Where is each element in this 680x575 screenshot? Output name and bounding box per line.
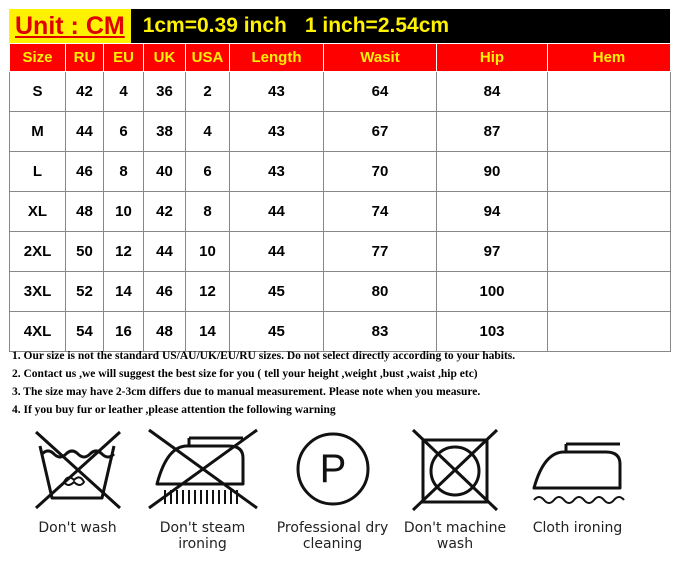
- column-header: Hip: [437, 44, 548, 72]
- table-cell: 45: [230, 312, 324, 352]
- table-cell: 100: [437, 272, 548, 312]
- table-cell: 8: [104, 152, 144, 192]
- table-cell: 83: [324, 312, 437, 352]
- column-header: UK: [144, 44, 186, 72]
- table-cell: 4: [104, 72, 144, 112]
- conversion-inch-to-cm: 1 inch=2.54cm: [304, 14, 450, 37]
- table-cell: 12: [104, 232, 144, 272]
- column-header: RU: [66, 44, 104, 72]
- no-steam-ironing-icon: [143, 424, 263, 514]
- table-cell: 43: [230, 152, 324, 192]
- dry-cleaning-glyph: P: [319, 447, 346, 491]
- table-cell: 80: [324, 272, 437, 312]
- table-row: [10, 192, 671, 232]
- table-cell: 3XL: [10, 272, 66, 312]
- no-machine-wash-icon: [407, 424, 503, 514]
- table-cell: 48: [144, 312, 186, 352]
- table-cell: 38: [144, 112, 186, 152]
- care-item-professional-dry-cleaning: [270, 424, 395, 552]
- title-bar: [9, 9, 670, 43]
- table-cell: 42: [66, 72, 104, 112]
- table-cell: 97: [437, 232, 548, 272]
- table-cell: 16: [104, 312, 144, 352]
- table-row: [10, 272, 671, 312]
- table-cell: 36: [144, 72, 186, 112]
- table-row: [10, 152, 671, 192]
- table-cell: 54: [66, 312, 104, 352]
- care-item-no-steam-ironing: [135, 424, 270, 552]
- size-notes: [12, 347, 515, 419]
- table-cell: 44: [144, 232, 186, 272]
- table-cell: 64: [324, 72, 437, 112]
- table-cell: 14: [186, 312, 230, 352]
- table-cell: 12: [186, 272, 230, 312]
- table-cell: [548, 112, 671, 152]
- table-cell: 2XL: [10, 232, 66, 272]
- table-cell: 8: [186, 192, 230, 232]
- care-label: cleaning: [302, 536, 363, 552]
- cloth-ironing-icon: [522, 424, 634, 514]
- care-label: wash: [436, 536, 474, 552]
- care-label: Don't machine: [403, 520, 507, 536]
- table-cell: [548, 152, 671, 192]
- table-cell: 90: [437, 152, 548, 192]
- table-cell: [548, 72, 671, 112]
- table-header-row: [10, 44, 671, 72]
- column-header: Hem: [548, 44, 671, 72]
- table-cell: 74: [324, 192, 437, 232]
- table-cell: 44: [230, 232, 324, 272]
- table-cell: 103: [437, 312, 548, 352]
- table-cell: [548, 232, 671, 272]
- table-cell: 14: [104, 272, 144, 312]
- table-row: [10, 112, 671, 152]
- care-label: Don't wash: [38, 520, 117, 536]
- care-instructions: [0, 424, 680, 574]
- table-cell: 44: [66, 112, 104, 152]
- table-cell: S: [10, 72, 66, 112]
- table-cell: 43: [230, 72, 324, 112]
- note-line: 4. If you buy fur or leather ,please attention the following warning: [12, 404, 336, 416]
- table-cell: 2: [186, 72, 230, 112]
- table-cell: 44: [230, 192, 324, 232]
- table-cell: 10: [186, 232, 230, 272]
- table-cell: 50: [66, 232, 104, 272]
- table-cell: XL: [10, 192, 66, 232]
- table-cell: 45: [230, 272, 324, 312]
- care-item-no-wash: [20, 424, 135, 536]
- table-cell: 84: [437, 72, 548, 112]
- column-header: EU: [104, 44, 144, 72]
- table-cell: 10: [104, 192, 144, 232]
- table-row: [10, 232, 671, 272]
- table-cell: 40: [144, 152, 186, 192]
- note-line: 3. The size may have 2-3cm differs due to manual measurement. Please note when you measure.: [12, 386, 481, 398]
- table-cell: M: [10, 112, 66, 152]
- care-label: ironing: [178, 536, 227, 552]
- note-line: 1. Our size is not the standard US/AU/UK/EU/RU sizes. Do not select directly according to your habits.: [12, 350, 516, 362]
- column-header: Length: [230, 44, 324, 72]
- table-cell: [548, 272, 671, 312]
- care-item-cloth-ironing: [515, 424, 640, 536]
- table-cell: 48: [66, 192, 104, 232]
- table-cell: 94: [437, 192, 548, 232]
- column-header: USA: [186, 44, 230, 72]
- table-cell: 67: [324, 112, 437, 152]
- note-line: 2. Contact us ,we will suggest the best size for you ( tell your height ,weight ,bust ,waist ,hip etc): [12, 368, 478, 380]
- table-cell: 42: [144, 192, 186, 232]
- table-cell: 43: [230, 112, 324, 152]
- size-chart-table: [9, 43, 671, 352]
- care-item-no-machine-wash: [395, 424, 515, 552]
- table-cell: 70: [324, 152, 437, 192]
- table-row: [10, 72, 671, 112]
- table-cell: [548, 192, 671, 232]
- table-cell: 6: [104, 112, 144, 152]
- table-cell: 4: [186, 112, 230, 152]
- care-label: Professional dry: [276, 520, 389, 536]
- table-cell: 6: [186, 152, 230, 192]
- table-cell: L: [10, 152, 66, 192]
- care-label: Cloth ironing: [532, 520, 623, 536]
- table-cell: 4XL: [10, 312, 66, 352]
- unit-label: Unit : CM: [9, 9, 131, 43]
- table-cell: 77: [324, 232, 437, 272]
- care-label: Don't steam: [159, 520, 246, 536]
- table-row: [10, 312, 671, 352]
- conversion-cm-to-inch: 1cm=0.39 inch: [142, 14, 287, 37]
- column-header: Size: [10, 44, 66, 72]
- table-cell: [548, 312, 671, 352]
- table-cell: 87: [437, 112, 548, 152]
- table-cell: 46: [144, 272, 186, 312]
- table-cell: 46: [66, 152, 104, 192]
- professional-dry-cleaning-icon: [288, 424, 378, 514]
- table-cell: 52: [66, 272, 104, 312]
- column-header: Wasit: [324, 44, 437, 72]
- no-wash-icon: [30, 424, 126, 514]
